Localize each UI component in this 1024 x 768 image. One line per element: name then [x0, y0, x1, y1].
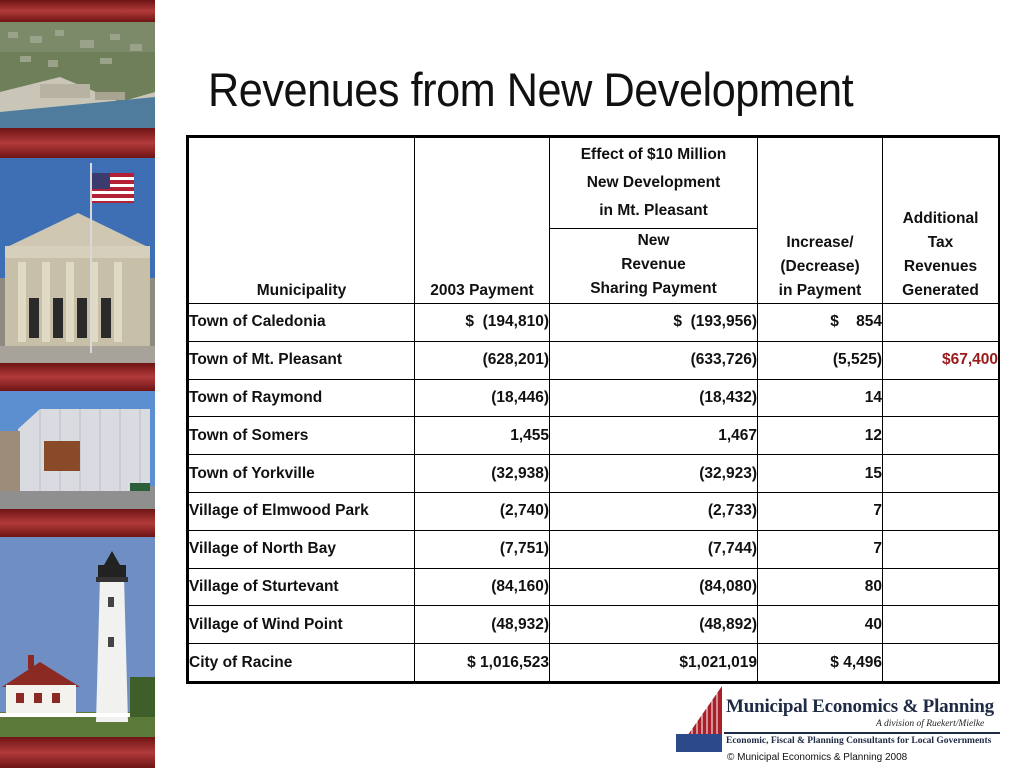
cell-2003-payment: (32,938) — [415, 455, 550, 493]
cell-increase: $ 854 — [758, 304, 883, 342]
cell-2003-payment: (2,740) — [415, 492, 550, 530]
cell-municipality: Town of Mt. Pleasant — [189, 341, 415, 379]
table-body — [189, 304, 999, 682]
cell-additional-revenue — [883, 644, 999, 682]
table-row — [189, 341, 999, 379]
red-band — [0, 0, 155, 22]
header-municipality: Municipality — [189, 138, 415, 304]
header-increase-decrease — [758, 138, 883, 304]
cell-2003-payment: (7,751) — [415, 530, 550, 568]
cell-municipality: Village of North Bay — [189, 530, 415, 568]
header-increase-line: Increase/ — [786, 234, 854, 251]
cell-increase: 14 — [758, 379, 883, 417]
cell-new-revenue: $1,021,019 — [550, 644, 758, 682]
revenue-table — [186, 135, 1000, 684]
header-2003-payment: 2003 Payment — [415, 138, 550, 304]
modern-building-photo — [0, 391, 155, 509]
cell-increase: 7 — [758, 530, 883, 568]
cell-2003-payment: (18,446) — [415, 379, 550, 417]
cell-additional-revenue — [883, 417, 999, 455]
cell-municipality: Town of Raymond — [189, 379, 415, 417]
red-band — [0, 509, 155, 537]
cell-additional-revenue — [883, 379, 999, 417]
logo-mark-icon — [676, 686, 722, 752]
cell-additional-revenue — [883, 455, 999, 493]
cell-new-revenue: 1,467 — [550, 417, 758, 455]
cell-municipality: City of Racine — [189, 644, 415, 682]
cell-2003-payment: $ 1,016,523 — [415, 644, 550, 682]
cell-2003-payment: (84,160) — [415, 568, 550, 606]
header-effect-line: Effect of $10 Million — [580, 146, 727, 163]
cell-additional-revenue — [883, 492, 999, 530]
company-logo — [676, 686, 1006, 756]
header-additional-line: Revenues — [903, 258, 978, 275]
header-new-revenue-line: New — [637, 232, 670, 249]
copyright: © Municipal Economics & Planning 2008 — [727, 752, 908, 763]
header-effect-group — [550, 138, 758, 229]
table-row — [189, 606, 999, 644]
table-row — [189, 455, 999, 493]
cell-municipality: Town of Caledonia — [189, 304, 415, 342]
cell-municipality: Town of Somers — [189, 417, 415, 455]
table-row — [189, 379, 999, 417]
cell-new-revenue: (2,733) — [550, 492, 758, 530]
red-band — [0, 363, 155, 391]
table-row — [189, 644, 999, 682]
table-row — [189, 568, 999, 606]
cell-new-revenue: $ (193,956) — [550, 304, 758, 342]
cell-municipality: Village of Sturtevant — [189, 568, 415, 606]
header-increase-line: (Decrease) — [780, 258, 860, 275]
cell-municipality: Village of Wind Point — [189, 606, 415, 644]
lighthouse-photo — [0, 537, 155, 737]
header-new-revenue — [550, 229, 758, 304]
cell-increase: 15 — [758, 455, 883, 493]
cell-new-revenue: (84,080) — [550, 568, 758, 606]
cell-2003-payment: 1,455 — [415, 417, 550, 455]
aerial-town-photo — [0, 22, 155, 128]
header-new-revenue-line: Revenue — [621, 256, 686, 273]
cell-municipality: Village of Elmwood Park — [189, 492, 415, 530]
civic-building-photo — [0, 158, 155, 363]
header-effect-line: New Development — [586, 174, 721, 191]
cell-new-revenue: (32,923) — [550, 455, 758, 493]
table-row — [189, 417, 999, 455]
cell-additional-revenue: $67,400 — [883, 341, 999, 379]
cell-new-revenue: (633,726) — [550, 341, 758, 379]
logo-divider — [724, 732, 1000, 734]
table-row — [189, 530, 999, 568]
header-additional-tax — [883, 138, 999, 304]
cell-increase: 80 — [758, 568, 883, 606]
cell-increase: (5,525) — [758, 341, 883, 379]
cell-new-revenue: (48,892) — [550, 606, 758, 644]
cell-increase: 7 — [758, 492, 883, 530]
cell-2003-payment: (628,201) — [415, 341, 550, 379]
table-row — [189, 492, 999, 530]
header-effect-line: in Mt. Pleasant — [599, 202, 708, 219]
slide-title: Revenues from New Development — [208, 63, 854, 116]
cell-2003-payment: $ (194,810) — [415, 304, 550, 342]
cell-additional-revenue — [883, 606, 999, 644]
cell-increase: $ 4,496 — [758, 644, 883, 682]
cell-new-revenue: (18,432) — [550, 379, 758, 417]
logo-division: A division of Ruekert/Mielke — [876, 719, 985, 729]
logo-tagline: Economic, Fiscal & Planning Consultants for Local Governments — [726, 736, 992, 746]
logo-company-name: Municipal Economics & Planning — [726, 696, 994, 717]
cell-increase: 12 — [758, 417, 883, 455]
cell-2003-payment: (48,932) — [415, 606, 550, 644]
photo-strip — [0, 0, 155, 768]
header-additional-line: Generated — [902, 282, 979, 299]
cell-increase: 40 — [758, 606, 883, 644]
cell-new-revenue: (7,744) — [550, 530, 758, 568]
cell-additional-revenue — [883, 568, 999, 606]
cell-additional-revenue — [883, 530, 999, 568]
header-additional-line: Additional — [902, 210, 979, 227]
header-additional-line: Tax — [927, 234, 954, 251]
cell-additional-revenue — [883, 304, 999, 342]
red-band — [0, 737, 155, 768]
header-new-revenue-line: Sharing Payment — [590, 280, 717, 297]
table-row — [189, 304, 999, 342]
header-increase-line: in Payment — [778, 282, 862, 299]
red-band — [0, 128, 155, 158]
cell-municipality: Town of Yorkville — [189, 455, 415, 493]
